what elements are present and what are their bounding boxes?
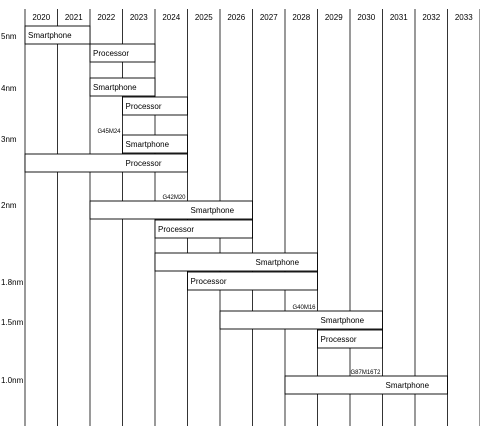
bar-label: Smartphone xyxy=(255,258,300,267)
timeline-bar xyxy=(25,154,188,172)
bar-label: Smartphone xyxy=(320,316,365,325)
node-label: 4nm xyxy=(1,84,17,93)
bar-label: Smartphone xyxy=(385,381,430,390)
year-label: 2026 xyxy=(227,13,246,22)
year-label: 2020 xyxy=(32,13,51,22)
year-label: 2032 xyxy=(422,13,441,22)
node-label: 2nm xyxy=(1,201,17,210)
bar-label: Smartphone xyxy=(190,206,235,215)
year-label: 2023 xyxy=(129,13,148,22)
year-label: 2024 xyxy=(162,13,181,22)
node-label: 5nm xyxy=(1,32,17,41)
bar-label: Smartphone xyxy=(28,31,72,40)
bar-label: Processor xyxy=(190,277,227,286)
year-label: 2033 xyxy=(454,13,473,22)
year-label: 2025 xyxy=(194,13,213,22)
year-label: 2028 xyxy=(292,13,311,22)
bar-code: G45M24 xyxy=(97,129,121,135)
bar-label: Processor xyxy=(125,159,162,168)
year-label: 2029 xyxy=(324,13,343,22)
node-label: 3nm xyxy=(1,135,17,144)
bar-label: Processor xyxy=(158,225,195,234)
bar-code: G42M20 xyxy=(162,195,186,201)
year-label: 2027 xyxy=(259,13,278,22)
bar-label: Processor xyxy=(93,49,130,58)
node-label: 1.5nm xyxy=(1,318,24,327)
bar-label: Processor xyxy=(320,335,357,344)
bar-label: Processor xyxy=(125,102,162,111)
year-label: 2022 xyxy=(97,13,116,22)
year-label: 2031 xyxy=(389,13,408,22)
year-label: 2021 xyxy=(64,13,83,22)
bar-code: G87M16T2 xyxy=(350,370,381,376)
year-label: 2030 xyxy=(357,13,376,22)
bar-label: Smartphone xyxy=(93,83,137,92)
bar-label: Smartphone xyxy=(125,140,170,149)
node-label: 1.0nm xyxy=(1,376,24,385)
bar-code: G40M16 xyxy=(292,305,316,311)
node-label: 1.8nm xyxy=(1,278,24,287)
